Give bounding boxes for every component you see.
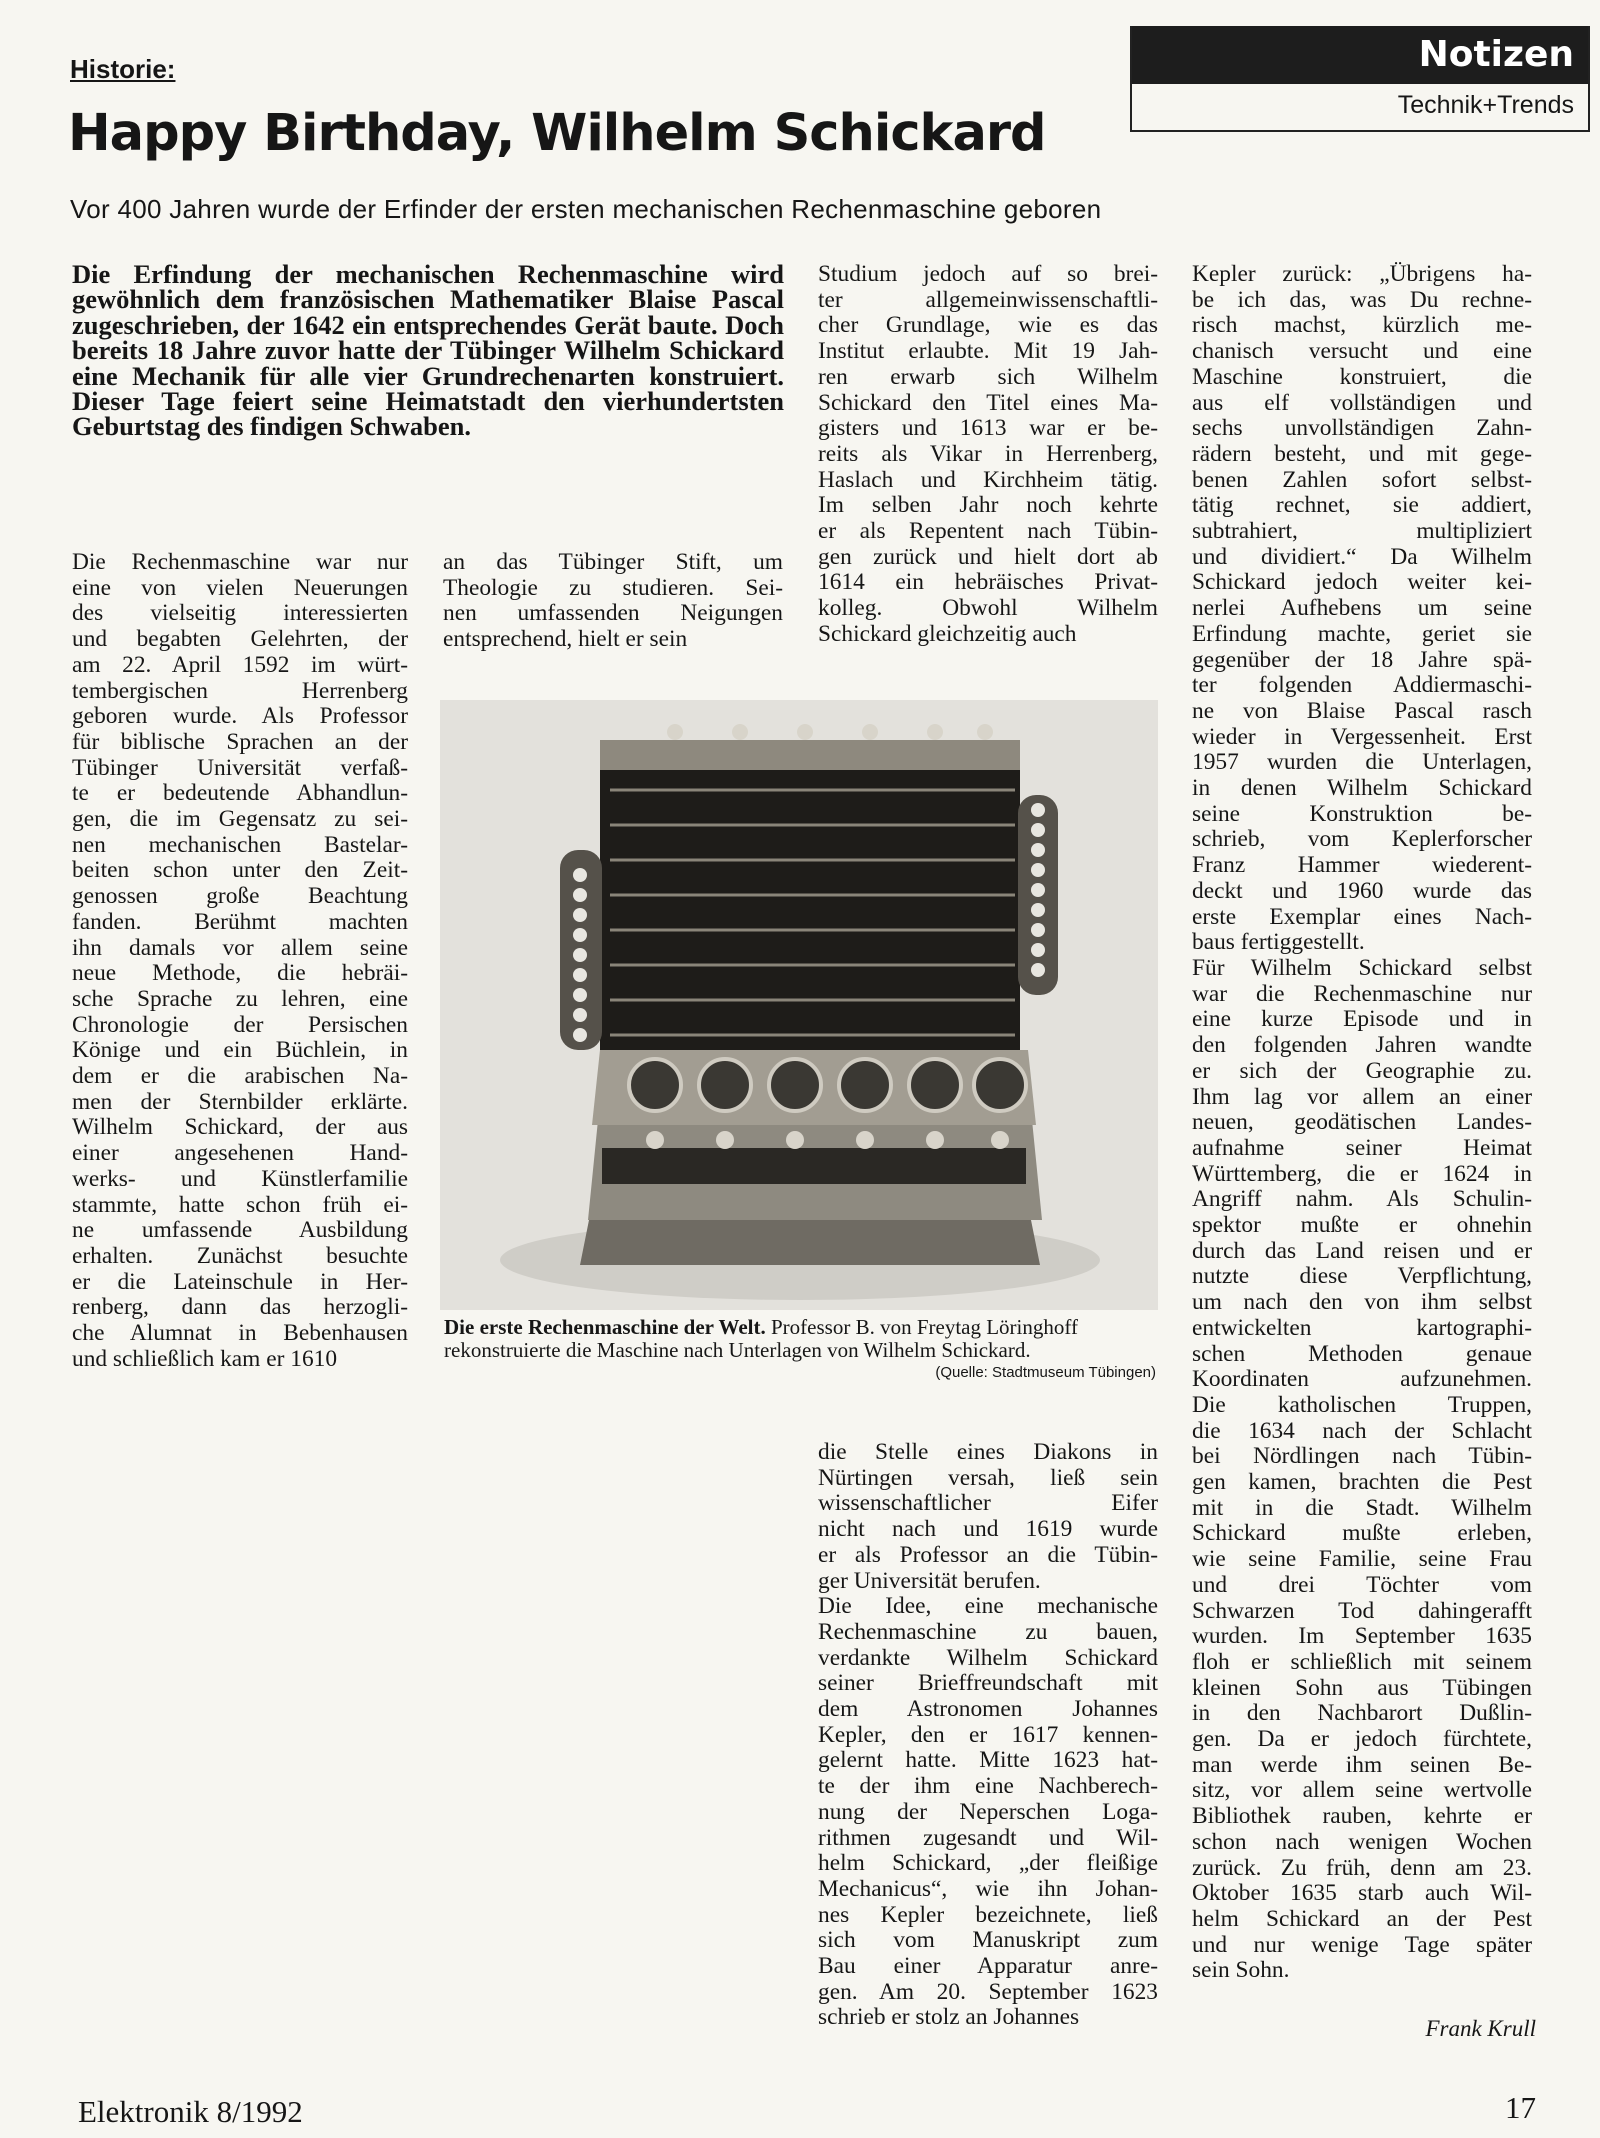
text-line: wieder in Vergessenheit. Erst [1192, 723, 1532, 750]
text-line: verdankte Wilhelm Schickard [818, 1644, 1158, 1671]
photo-caption [444, 1316, 1156, 1362]
text-line: Schwarzen Tod dahingerafft [1192, 1597, 1532, 1624]
text-line: gegenüber der 18 Jahre spä- [1192, 646, 1532, 673]
text-line: schen Methoden genaue [1192, 1340, 1532, 1367]
text-line: nen mechanischen Bastelar- [72, 831, 408, 858]
text-line: aufnahme seiner Heimat [1192, 1134, 1532, 1161]
text-line: Maschine konstruiert, die [1192, 363, 1532, 390]
text-line: deckt und 1960 wurde das [1192, 877, 1532, 904]
text-line: und nur wenige Tage später [1192, 1931, 1532, 1958]
paragraph [1192, 956, 1532, 1984]
text-line: des vielseitig interessierten [72, 600, 408, 627]
text-line: che Alumnat in Bebenhausen [72, 1320, 408, 1347]
text-line: Schickard jedoch weiter kei- [1192, 569, 1532, 596]
text-line: 1614 ein hebräisches Privat- [818, 569, 1158, 596]
text-line: Ihm lag vor allem an einer [1192, 1083, 1532, 1110]
text-line: Koordinaten aufzunehmen. [1192, 1366, 1532, 1393]
text-line: um nach den von ihm selbst [1192, 1289, 1532, 1316]
text-line: und schließlich kam er 1610 [72, 1345, 338, 1372]
lead-paragraph: Die Erfindung der mechanischen Rechenmaschine wird gewöhnlich dem französischen Mathematiker Blaise Pascal zugeschrieben, der 1642 ein entsprechendes Gerät baute. Doch bereits 18 Jahre zuvor hatte der Tübinger Wilhelm Schickard eine Mechanik für alle vier Grundrechenarten konstruiert. Dieser Tage feiert seine Heimatstadt den vierhundertsten Geburtstag des findigen Schwaben. [72, 259, 784, 442]
text-line: helm Schickard, „der fleißige [818, 1850, 1158, 1877]
footer-magazine: Elektronik 8/1992 [78, 2094, 303, 2129]
text-line: Schickard mußte erleben, [1192, 1520, 1532, 1547]
text-line: ne umfassende Ausbildung [72, 1217, 408, 1244]
text-line: Württemberg, die er 1624 in [1192, 1160, 1532, 1187]
paragraph [818, 1594, 1158, 2031]
text-line: dem er die arabischen Na- [72, 1063, 408, 1090]
text-column-4 [1192, 262, 1532, 1984]
text-line: an das Tübinger Stift, um [443, 549, 783, 575]
page-number: 17 [1505, 2090, 1536, 2125]
text-line: ne von Blaise Pascal rasch [1192, 697, 1532, 724]
text-line: Bibliothek rauben, kehrte er [1192, 1803, 1532, 1830]
text-line: sich vom Manuskript zum [818, 1927, 1158, 1954]
text-line: be ich das, was Du rechne- [1192, 286, 1532, 313]
text-line: kleinen Sohn aus Tübingen [1192, 1674, 1532, 1701]
article-headline: Happy Birthday, Wilhelm Schickard [68, 104, 1046, 163]
caption-lead: Die erste Rechenmaschine der Welt. [444, 1315, 766, 1339]
text-column-3-bottom [818, 1440, 1158, 2031]
text-line: Mechanicus“, wie ihn Johan- [818, 1875, 1158, 1902]
text-line: Oktober 1635 starb auch Wil- [1192, 1880, 1532, 1907]
text-line: zurück. Zu früh, denn am 23. [1192, 1854, 1532, 1881]
text-line: Franz Hammer wiederent- [1192, 852, 1532, 879]
text-line: seine Konstruktion be- [1192, 800, 1532, 827]
text-line: Die katholischen Truppen, [1192, 1391, 1532, 1418]
text-line: Kepler, den er 1617 kennen- [818, 1721, 1158, 1748]
text-line: Theologie zu studieren. Sei- [443, 574, 783, 601]
text-line: sche Sprache zu lehren, eine [72, 985, 408, 1012]
text-line: risch machst, kürzlich me- [1192, 312, 1532, 339]
paragraph [72, 550, 408, 1373]
text-line: rithmen zugesandt und Wil- [818, 1824, 1158, 1851]
text-line: tembergischen Herrenberg [72, 677, 408, 704]
text-line: te er bedeutende Abhandlun- [72, 780, 408, 807]
text-line: nen umfassenden Neigungen [443, 600, 783, 627]
text-line: einer angesehenen Hand- [72, 1140, 408, 1167]
text-line: nung der Neperschen Loga- [818, 1798, 1158, 1825]
text-line: war die Rechenmaschine nur [1192, 980, 1532, 1007]
rubric-box [1130, 26, 1590, 132]
text-line: und drei Töchter vom [1192, 1571, 1532, 1598]
text-line: für biblische Sprachen an der [72, 728, 408, 755]
paragraph [443, 550, 783, 653]
text-line: Schickard den Titel eines Ma- [818, 389, 1158, 416]
text-line: er als Repentent nach Tübin- [818, 518, 1158, 545]
text-line: Wilhelm Schickard, der aus [72, 1114, 408, 1141]
text-line: den folgenden Jahren wandte [1192, 1032, 1532, 1059]
text-line: in den Nachbarort Dußlin- [1192, 1700, 1532, 1727]
text-line: durch das Land reisen und er [1192, 1237, 1532, 1264]
text-line: spektor mußte er ohnehin [1192, 1212, 1532, 1239]
calculating-machine-photo [440, 700, 1158, 1310]
text-line: Für Wilhelm Schickard selbst [1192, 954, 1532, 981]
text-line: wurden. Im September 1635 [1192, 1623, 1532, 1650]
text-line: mit in die Stadt. Wilhelm [1192, 1494, 1532, 1521]
text-line: dem Astronomen Johannes [818, 1696, 1158, 1723]
text-line: er als Professor an die Tübin- [818, 1541, 1158, 1568]
paragraph [818, 262, 1158, 648]
text-line: Bau einer Apparatur anre- [818, 1953, 1158, 1980]
text-line: Könige und ein Büchlein, in [72, 1037, 408, 1064]
text-line: geboren wurde. Als Professor [72, 703, 408, 730]
text-line: neuen, geodätischen Landes- [1192, 1109, 1532, 1136]
text-line: wissenschaftlicher Eifer [818, 1490, 1158, 1517]
text-line: Chronologie der Persischen [72, 1011, 408, 1038]
text-line: gen kamen, brachten die Pest [1192, 1469, 1532, 1496]
text-line: schrieb er stolz an Johannes [818, 2004, 1080, 2031]
text-line: schon nach wenigen Wochen [1192, 1828, 1532, 1855]
text-line: und dividiert.“ Da Wilhelm [1192, 543, 1532, 570]
text-line: entsprechend, hielt er sein [443, 626, 688, 653]
text-line: rädern besteht, und mit gege- [1192, 440, 1532, 467]
text-line: reits als Vikar in Herrenberg, [818, 440, 1158, 467]
text-line: Studium jedoch auf so brei- [818, 261, 1158, 287]
text-line: eine kurze Episode und in [1192, 1006, 1532, 1033]
text-line: nerlei Aufhebens um seine [1192, 595, 1532, 622]
text-line: helm Schickard an der Pest [1192, 1906, 1532, 1932]
text-line: kolleg. Obwohl Wilhelm [818, 595, 1158, 622]
caption-text: Professor B. von Freytag Löringhoff rekonstruierte die Maschine nach Unterlagen von Wilhelm Schickard. [444, 1315, 1078, 1362]
text-line: 1957 wurden die Unterlagen, [1192, 749, 1532, 776]
text-column-2 [443, 550, 783, 653]
text-line: Die Rechenmaschine war nur [72, 549, 408, 575]
text-line: Nürtingen versah, ließ sein [818, 1464, 1158, 1491]
text-line: benen Zahlen sofort selbst- [1192, 466, 1532, 493]
text-line: gen. Da er jedoch fürchtete, [1192, 1726, 1532, 1753]
text-line: sein Sohn. [1192, 1957, 1290, 1984]
text-line: entwickelten kartographi- [1192, 1314, 1532, 1341]
text-line: eine von vielen Neuerungen [72, 574, 408, 601]
text-line: ren erwarb sich Wilhelm [818, 363, 1158, 390]
photo-credit: (Quelle: Stadtmuseum Tübingen) [935, 1364, 1156, 1381]
text-column-1 [72, 550, 408, 1373]
text-line: gen zurück und hielt dort ab [818, 543, 1158, 570]
text-line: man werde ihm seinen Be- [1192, 1751, 1532, 1778]
text-line: Kepler zurück: „Übrigens ha- [1192, 261, 1532, 287]
text-line: cher Grundlage, wie es das [818, 312, 1158, 339]
text-line: seiner Brieffreundschaft mit [818, 1670, 1158, 1697]
text-line: floh er schließlich mit seinem [1192, 1648, 1532, 1675]
rubric-title: Notizen [1132, 26, 1588, 84]
text-line: fanden. Berühmt machten [72, 908, 408, 935]
text-line: die 1634 nach der Schlacht [1192, 1417, 1532, 1444]
text-line: Die Idee, eine mechanische [818, 1593, 1158, 1620]
text-line: genossen große Beachtung [72, 883, 408, 910]
text-line: men der Sternbilder erklärte. [72, 1088, 408, 1115]
rubric-subtitle: Technik+Trends [1397, 91, 1574, 119]
text-line: subtrahiert, multipliziert [1192, 518, 1532, 545]
section-kicker: Historie: [70, 54, 176, 84]
paragraph [1192, 262, 1532, 956]
text-line: Erfindung machte, geriet sie [1192, 620, 1532, 647]
text-line: sitz, vor allem seine wertvolle [1192, 1777, 1532, 1804]
text-line: ter folgenden Addiermaschi- [1192, 672, 1532, 699]
text-line: Tübinger Universität verfaß- [72, 754, 408, 781]
text-line: Institut erlaubte. Mit 19 Jah- [818, 338, 1158, 365]
text-line: beiten schon unter den Zeit- [72, 857, 408, 884]
text-line: er sich der Geographie zu. [1192, 1057, 1532, 1084]
text-line: ter allgemeinwissenschaftli- [818, 286, 1158, 313]
text-line: nes Kepler bezeichnete, ließ [818, 1901, 1158, 1928]
text-line: chanisch versucht und eine [1192, 338, 1532, 365]
text-line: nicht nach und 1619 wurde [818, 1516, 1158, 1543]
text-line: erste Exemplar eines Nach- [1192, 903, 1532, 930]
text-line: gen, die im Gegensatz zu sei- [72, 806, 408, 833]
text-line: erhalten. Zunächst besuchte [72, 1242, 408, 1269]
text-line: Haslach und Kirchheim tätig. [818, 466, 1158, 493]
text-line: Im selben Jahr noch kehrte [818, 492, 1158, 519]
text-line: bei Nördlingen nach Tübin- [1192, 1443, 1532, 1470]
text-line: wie seine Familie, seine Frau [1192, 1546, 1532, 1573]
text-line: nutzte diese Verpflichtung, [1192, 1263, 1532, 1290]
text-line: gisters und 1613 war er be- [818, 415, 1158, 442]
text-line: sechs unvollständigen Zahn- [1192, 415, 1532, 442]
text-line: er die Lateinschule in Her- [72, 1268, 408, 1295]
article-subheadline: Vor 400 Jahren wurde der Erfinder der ersten mechanischen Rechenmaschine geboren [70, 194, 1102, 224]
text-line: te der ihm eine Nachberech- [818, 1773, 1158, 1800]
text-line: ihn damals vor allem seine [72, 934, 408, 961]
text-line: in denen Wilhelm Schickard [1192, 775, 1532, 802]
text-line: gen. Am 20. September 1623 [818, 1978, 1158, 2005]
text-line: stammte, hatte schon früh ei- [72, 1191, 408, 1218]
paragraph [818, 1440, 1158, 1594]
text-line: Schickard gleichzeitig auch [818, 620, 1077, 647]
text-line: schrieb, vom Keplerforscher [1192, 826, 1532, 853]
text-line: neue Methode, die hebräi- [72, 960, 408, 987]
text-line: aus elf vollständigen und [1192, 389, 1532, 416]
text-line: gelernt hatte. Mitte 1623 hat- [818, 1747, 1158, 1774]
text-line: ger Universität berufen. [818, 1567, 1041, 1594]
text-line: die Stelle eines Diakons in [818, 1439, 1158, 1465]
text-line: Angriff nahm. Als Schulin- [1192, 1186, 1532, 1213]
text-column-3-top [818, 262, 1158, 648]
author-signature: Frank Krull [1425, 2016, 1536, 2041]
text-line: und begabten Gelehrten, der [72, 626, 408, 653]
text-line: baus fertiggestellt. [1192, 929, 1365, 956]
text-line: renberg, dann das herzogli- [72, 1294, 408, 1321]
text-line: tätig rechnet, sie addiert, [1192, 492, 1532, 519]
text-line: werks- und Künstlerfamilie [72, 1165, 408, 1192]
text-line: am 22. April 1592 im würt- [72, 651, 408, 678]
text-line: Rechenmaschine zu bauen, [818, 1618, 1158, 1645]
